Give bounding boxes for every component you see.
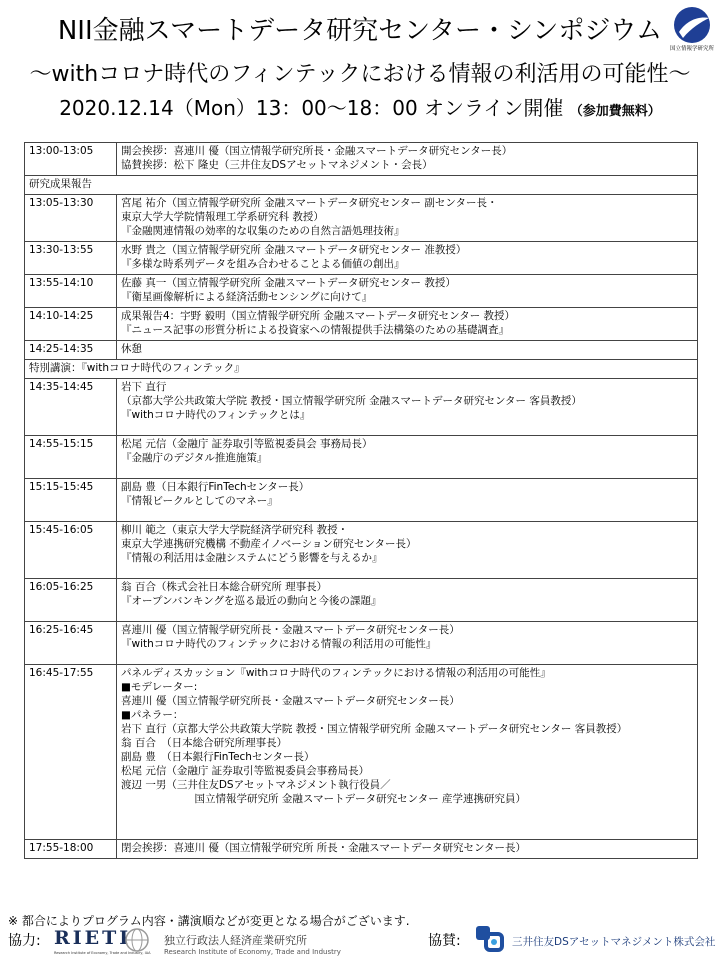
section-heading: 特別講演：『withコロナ時代のフィンテック』 [25,360,698,379]
session-line: 東京大学大学院情報理工学系研究科 教授） [121,211,324,223]
session-line: 成果報告4：宇野 毅明（国立情報学研究所 金融スマートデータ研究センター 教授） [121,310,516,322]
session-line: 副島 豊（日本銀行FinTechセンター長） [121,481,310,493]
program-row [25,522,698,579]
session-line: パネルディスカッション『withコロナ時代のフィンテックにおける情報の利活用の可能性』 [121,667,551,679]
session-details [117,436,698,479]
session-details [117,579,698,622]
session-line: 喜連川 優（国立情報学研究所長・金融スマートデータ研究センター長） [121,624,460,636]
time-slot: 13:30-13:55 [25,242,117,275]
time-slot: 13:55-14:10 [25,275,117,308]
session-details [117,308,698,341]
session-line: 岩下 直行（京都大学公共政策大学院 教授・国立情報学研究所 金融スマートデータ研究センター 客員教授） [121,723,628,735]
rieti-globe-icon [124,927,150,953]
session-line: 閉会挨拶：喜連川 優（国立情報学研究所 所長・金融スマートデータ研究センター長） [121,842,527,854]
session-details [117,379,698,436]
session-line: 『withコロナ時代のフィンテックにおける情報の利活用の可能性』 [121,638,437,650]
session-line: 渡辺 一男（三井住友DSアセットマネジメント執行役員／ [121,779,391,791]
session-details [117,522,698,579]
session-line: 開会挨拶：喜連川 優（国立情報学研究所長・金融スマートデータ研究センター長） [121,145,513,157]
fee-note: （参加費無料） [569,104,661,119]
session-line: 松尾 元信（金融庁 証券取引等監視委員会 事務局長） [121,438,373,450]
session-details [117,195,698,242]
session-line: 水野 貴之（国立情報学研究所 金融スマートデータ研究センター 准教授） [121,244,467,256]
page-subtitle: 〜withコロナ時代のフィンテックにおける情報の利活用の可能性〜 [29,62,691,87]
rieti-logo-small-text: Research Institute of Economy, Trade and Industry, IAA [54,951,151,955]
session-line: 『オープンバンキングを巡る最近の動向と今後の課題』 [121,595,382,607]
time-slot: 17:55-18:00 [25,840,117,859]
session-line: 東京大学連携研究機構 不動産イノベーション研究センター長） [121,538,417,550]
nii-logo-mark-icon [673,6,711,44]
program-row [25,308,698,341]
time-slot: 16:45-17:55 [25,665,117,840]
session-line: 『衛星画像解析による経済活動センシングに向けて』 [121,291,373,303]
session-line: 『多様な時系列データを組み合わせることよる価値の創出』 [121,258,405,270]
rieti-name-en: Research Institute of Economy, Trade and Industry [164,948,341,956]
session-line: 『ニュース記事の形質分析による投資家への情報提供手法構築のための基礎調査』 [121,324,509,336]
session-details [117,622,698,665]
program-row [25,436,698,479]
session-details [117,341,698,360]
cooperation-label: 協力: [8,933,41,949]
program-row [25,665,698,840]
session-line: 国立情報学研究所 金融スマートデータ研究センター 産学連携研究員） [121,793,527,805]
program-table [24,142,698,859]
time-slot: 14:55-15:15 [25,436,117,479]
session-line: 喜連川 優（国立情報学研究所長・金融スマートデータ研究センター長） [121,695,460,707]
program-row [25,579,698,622]
nii-logo-text: 国立情報学研究所 [669,46,714,52]
session-details [117,275,698,308]
session-details [117,143,698,176]
program-row [25,622,698,665]
mitsui-logo-icon [474,924,508,954]
session-line: 『withコロナ時代のフィンテックとは』 [121,409,311,421]
session-line: 『金融関連情報の効率的な収集のための自然言語処理技術』 [121,225,405,237]
session-line: 副島 豊 （日本銀行FinTechセンター長） [121,751,315,763]
event-date [10,94,710,126]
section-row [25,360,698,379]
date-line: 2020.12.14（Mon）13：00〜18：00 オンライン開催 [59,96,564,120]
program-row [25,195,698,242]
time-slot: 14:25-14:35 [25,341,117,360]
program-row [25,479,698,522]
time-slot: 14:35-14:45 [25,379,117,436]
session-line: 岩下 直行 [121,381,167,393]
program-row [25,379,698,436]
time-slot: 16:25-16:45 [25,622,117,665]
session-details [117,242,698,275]
time-slot: 13:05-13:30 [25,195,117,242]
program-row [25,840,698,859]
section-row [25,176,698,195]
time-slot: 16:05-16:25 [25,579,117,622]
time-slot: 15:15-15:45 [25,479,117,522]
session-line: 翁 百合 （日本総合研究所理事長） [121,737,288,749]
sponsor-label: 協賛: [428,933,461,949]
sponsor-name: 三井住友DSアセットマネジメント株式会社 [512,936,716,948]
session-line: 『情報の利活用は金融システムにどう影響を与えるか』 [121,552,383,564]
section-heading: 研究成果報告 [25,176,698,195]
session-line: 柳川 範之（東京大学大学院経済学研究科 教授・ [121,524,349,536]
time-slot: 13:00-13:05 [25,143,117,176]
session-line: 休憩 [121,343,142,355]
rieti-logo [54,927,154,957]
rieti-logo-text: RIETI [54,927,132,949]
session-line: ■モデレーター: [121,681,198,693]
session-details [117,479,698,522]
session-line: （京都大学公共政策大学院 教授・国立情報学研究所 金融スマートデータ研究センター 客員教授） [121,395,582,407]
session-details [117,840,698,859]
rieti-name-ja: 独立行政法人経済産業研究所 [164,934,307,947]
program-row [25,341,698,360]
session-line: 宮尾 祐介（国立情報学研究所 金融スマートデータ研究センター 副センター長・ [121,197,498,209]
session-line: ■パネラー： [121,709,184,721]
session-line: 『情報ビークルとしてのマネー』 [121,495,278,507]
nii-logo [667,6,717,60]
program-row [25,242,698,275]
program-row [25,143,698,176]
session-line: 翁 百合（株式会社日本総合研究所 理事長） [121,581,328,593]
program-row [25,275,698,308]
session-line: 佐藤 真一（国立情報学研究所 金融スマートデータ研究センター 教授） [121,277,456,289]
page-title: NII金融スマートデータ研究センター・シンポジウム [57,16,663,46]
session-details [117,665,698,840]
time-slot: 15:45-16:05 [25,522,117,579]
session-line: 協賛挨拶：松下 隆史（三井住友DSアセットマネジメント・会長） [121,159,433,171]
session-line: 松尾 元信（金融庁 証券取引等監視委員会事務局長） [121,765,370,777]
footer-note: ※ 都合によりプログラム内容・講演順などが変更となる場合がございます. [8,914,410,928]
session-line: 『金融庁のデジタル推進施策』 [121,452,268,464]
time-slot: 14:10-14:25 [25,308,117,341]
